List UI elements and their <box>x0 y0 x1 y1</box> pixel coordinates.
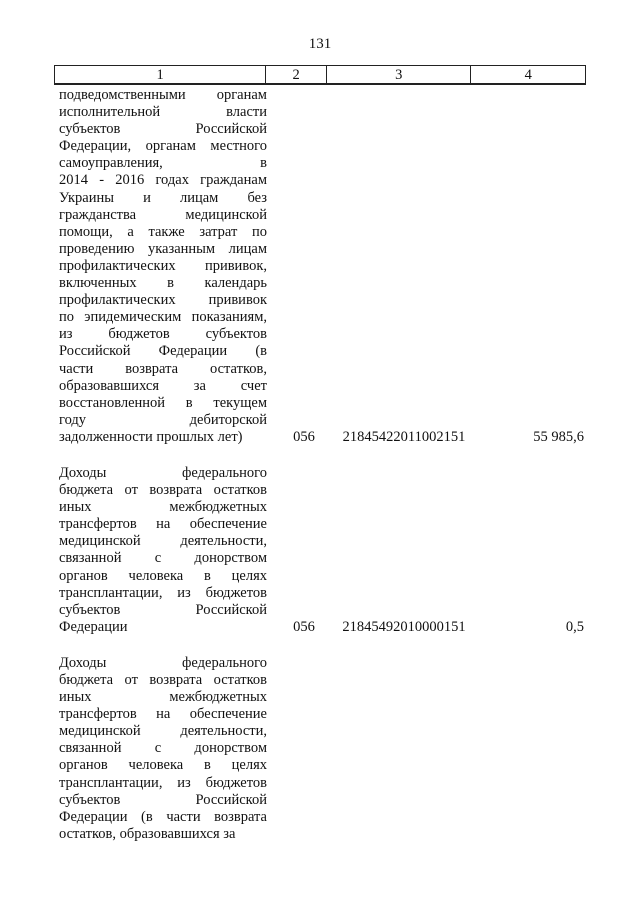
table-body <box>54 87 586 862</box>
description-line: субъектов Российской <box>59 791 267 808</box>
description-line: медицинской деятельности, <box>59 533 267 550</box>
description-line: Доходы федерального <box>59 654 267 671</box>
row-description <box>59 465 267 636</box>
description-line: субъектов Российской <box>59 121 267 138</box>
column-number-2: 2 <box>266 66 327 83</box>
description-line: включенных в календарь <box>59 275 267 292</box>
table-row <box>54 465 586 636</box>
description-line: профилактических прививок <box>59 292 267 309</box>
description-line: году дебиторской <box>59 411 267 428</box>
description-line: задолженности прошлых лет) <box>59 428 243 445</box>
description-line: исполнительной власти <box>59 104 267 121</box>
description-line: из бюджетов субъектов <box>59 326 267 343</box>
description-line: субъектов Российской <box>59 601 267 618</box>
table-row <box>54 87 586 446</box>
description-line: части возврата остатков, <box>59 360 267 377</box>
description-line: Федерации, органам местного <box>59 138 267 155</box>
description-line: бюджета от возврата остатков <box>59 482 267 499</box>
row-description <box>59 87 267 446</box>
column-number-3: 3 <box>327 66 471 83</box>
budget-classification-code: 21845492010000151 <box>342 618 466 635</box>
description-line: по эпидемическим показаниям, <box>59 309 267 326</box>
description-line: иных межбюджетных <box>59 499 267 516</box>
description-line: остатков, образовавшихся за <box>59 825 236 842</box>
description-line: гражданства медицинской <box>59 206 267 223</box>
description-line: бюджета от возврата остатков <box>59 672 267 688</box>
admin-code: 056 <box>293 618 315 635</box>
description-line: проведению указанным лицам <box>59 240 267 257</box>
description-line: Доходы федерального <box>59 464 267 481</box>
description-line: иных межбюджетных <box>59 689 267 706</box>
description-line: 2014 - 2016 годах гражданам <box>59 172 267 189</box>
description-line: Федерации <box>59 618 128 635</box>
description-line: Российской Федерации (в <box>59 343 267 360</box>
table-row <box>54 655 586 843</box>
description-line: Федерации (в части возврата <box>59 808 267 825</box>
description-line: органов человека в целях <box>59 757 267 774</box>
description-line: самоуправления, в <box>59 155 267 172</box>
description-line: Украины и лицам без <box>59 189 267 206</box>
amount: 55 985,6 <box>533 428 584 445</box>
description-line: связанной с донорством <box>59 740 267 757</box>
amount: 0,5 <box>565 618 584 635</box>
description-line: восстановленной в текущем <box>59 394 267 411</box>
description-line: органов человека в целях <box>59 567 267 584</box>
description-line: образовавшихся за счет <box>59 377 267 394</box>
column-number-4: 4 <box>524 67 532 83</box>
description-line: трансплантации, из бюджетов <box>59 584 267 601</box>
table-column-header <box>54 65 586 85</box>
description-line: трансфертов на обеспечение <box>59 706 267 723</box>
description-line: трансплантации, из бюджетов <box>59 774 267 791</box>
description-line: медицинской деятельности, <box>59 723 267 740</box>
column-number-1: 1 <box>55 66 266 83</box>
budget-classification-code: 21845422011002151 <box>342 428 466 445</box>
admin-code: 056 <box>293 428 315 445</box>
description-line: помощи, а также затрат по <box>59 223 267 240</box>
page-number: 131 <box>308 36 332 52</box>
description-line: трансфертов на обеспечение <box>59 516 267 533</box>
description-line: профилактических прививок, <box>59 257 267 274</box>
row-description <box>59 655 267 843</box>
description-line: связанной с донорством <box>59 550 267 567</box>
description-line: подведомственными органам <box>59 87 267 103</box>
